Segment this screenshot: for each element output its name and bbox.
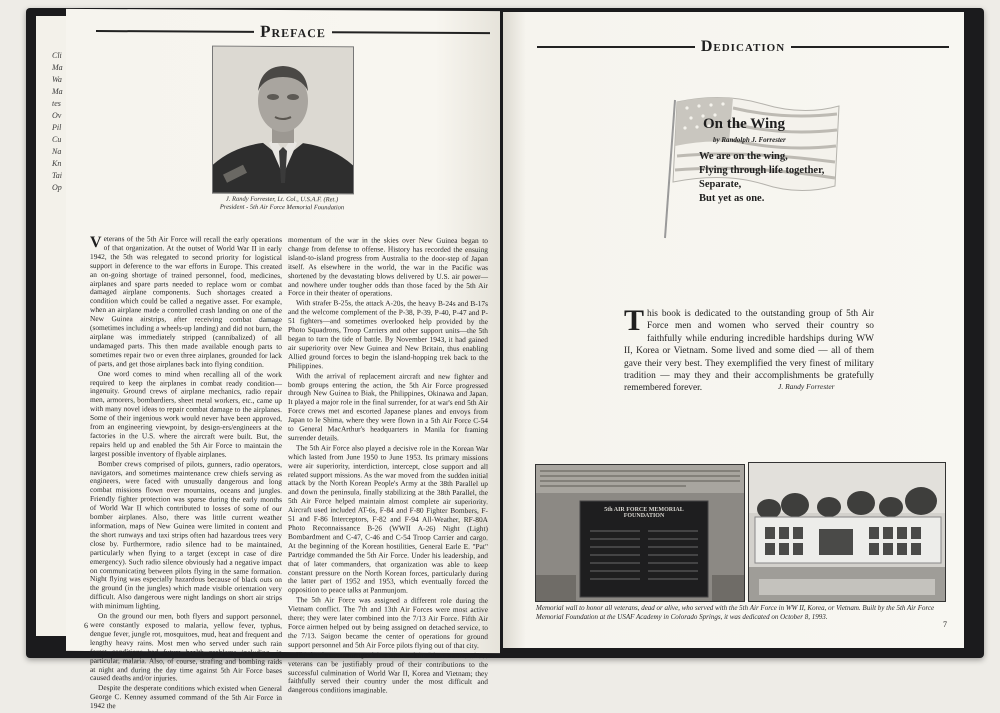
memorial-photo-caption: Memorial wall to honor all veterans, dead or alive, who served with the 5th Air Force in WW II, Korea, or Vietnam. Built by the 5th Air Force Memorial Foundation at the USAF Academy in Colorado Springs, it was dedicated on October 8, 1993.	[536, 604, 935, 621]
preface-paragraph: This book covers many of the actions of the 5th Air Force whose veterans can be justifiably proud of their contributions to the successful culmination of World War II, Korea and Vietnam; they faithfully served their country under the most difficult and dangerous conditions imaginable.	[288, 649, 488, 695]
preface-paragraph	[90, 235, 282, 370]
underlying-text-fragment: Ma	[52, 63, 63, 72]
underlying-text-fragment: Pil	[52, 123, 62, 132]
underlying-text-fragment: tes	[52, 99, 61, 108]
heading-rule-right	[791, 46, 949, 48]
heading-rule-right	[332, 31, 490, 34]
underlying-text-fragment: Cu	[52, 135, 62, 144]
dedication-signature: J. Randy Forrester	[778, 382, 835, 391]
underlying-text-fragment: Tai	[52, 171, 62, 180]
dedication-heading-row	[537, 38, 949, 56]
underlying-text-fragment: Wa	[52, 75, 62, 84]
preface-paragraph: One word comes to mind when recalling all of the work required to keep the airplanes in combat ready condition—ingenuity. Ground crews of airplane mechanics, radio repair men, armorers, bombardiers, sheet metal workers, etc., came up with many novel ideas to repair combat damage to the airplanes. Some of their ingenious work would never have been approved, from an engineering viewpoint, by design-ers/engineers at the factories in the U.S. where the aircraft were built. But, the repairs held up and enabled the 5th Air Force to maintain the largest possible inventory of flyable airplanes.	[90, 368, 282, 459]
underlying-text-fragment: Cli	[52, 51, 62, 60]
underlying-text-fragment: Ov	[52, 111, 62, 120]
poem-author: by Randolph J. Forrester	[713, 136, 786, 144]
preface-column-2	[288, 235, 488, 695]
underlying-text-fragment: Na	[52, 147, 62, 156]
preface-paragraph: Despite the desperate conditions which existed when General George C. Kenney assumed command of the 5th Air Force in 1942 the	[90, 683, 282, 711]
preface-paragraph: momentum of the war in the skies over New Guinea began to change from defense to offense. History has recorded the ensuing island-to-island progress from Australia to the door-step of Japan itself. As elsewhere in the world, the war in the Pacific was shortened by the devastating blows delivered by U.S. air power—and nowhere under tougher odds than those faced by the 5th Air Force in their theater of operations.	[288, 235, 488, 299]
page-number-right: 7	[943, 620, 947, 629]
author-portrait	[212, 46, 354, 195]
heading-rule-left	[96, 30, 254, 33]
poem-line: Separate,	[699, 179, 742, 190]
dedication-page	[503, 12, 964, 648]
heading-rule-left	[537, 46, 695, 48]
preface-page	[66, 9, 500, 711]
underlying-text-fragment: Kn	[52, 159, 62, 168]
portrait-caption	[186, 195, 378, 212]
underlying-text-fragment: Op	[52, 183, 62, 192]
preface-column-1	[90, 233, 283, 711]
caption-line-2: President - 5th Air Force Memorial Foundation	[219, 203, 345, 212]
poem-line: But yet as one.	[699, 193, 765, 204]
page-number-left: 6	[84, 620, 88, 630]
poem-line: Flying through life together,	[699, 165, 825, 176]
preface-paragraph: The 5th Air Force also played a decisive role in the Korean War which lasted from June 1950 to June 1953. Its primary missions were air superiority, interdiction, intercept, close support and all related support missions. As the war moved from the sudden initial attack by the North Korean People's Army at the 38th Parallel up and down the peninsula, finally stabilizing at the 38th Parallel, the 5th Air Force helped maintain almost complete air superiority. Aircraft used included AT-6s, F-84 and F-80 Fighter Bombers, F-51 and F-86 Interceptors, F-82 and F-94 All-Weather, RF-80A Photo Reconnaissance B-26 (WWII A-26) Night (Light) Bombardment and C-47, C-46 and C-54 Troop Carrier and cargo. At the beginning of the Korean hostilities, General Earle E. "Pat" Partridge commanded the 5th Air Force. Under his leadership, and that of later commanders, that organization was able to keep constant pressure on the North Korean forces, particularly during the latter part of 1952 and 1953, which eventually forced the opposition to peace talks at Panmunjom.	[288, 442, 488, 595]
preface-paragraph: Bomber crews comprised of pilots, gunners, radio operators, navigators, and sometimes maintenance crew chiefs serving as engineers, were faced with unusually dangerous and long combat missions flown over mountains, oceans and jungles. Friendly fighter protection was sparse during the early months of World War II which contributed to losses of some of our bomber airplanes. Also, there was little current weather information, maps of New Guinea were limited in content and the short runways and taxi strips often had hazardous trees very close by. Furthermore, radio silence had to be maintained, particularly when flying to a target (except in case of dire emergency). Such radio silence obviously had a negative impact on communicating between pilots flying in the same formation. Night flying was especially hazardous because of black outs on the ground (in the jungles) which made visible orientation very difficult. Also dangerous were night landings on short air strips with minimum lighting.	[90, 458, 282, 611]
underlying-text-fragment: Ma	[52, 87, 63, 96]
dedication-dropcap: T	[624, 304, 645, 337]
caption-line-1: J. Randy Forrester, Lt. Col., U.S.A.F. (Ret.)	[225, 195, 339, 204]
preface-paragraph: The 5th Air Force was assigned a different role during the Vietnam conflict. The 7th and 13th Air Forces were most active there; they were later combined into the 7/13 Air Force. Fifth Air Force airmen helped out by being assigned on detached service, to the 7/13. Saigon became the center of operations for ground support personnel and 5th Air Force pilots flying out of that city.	[288, 595, 488, 650]
poem-title: On the Wing	[703, 116, 785, 132]
dedication-body: his book is dedicated to the outstanding group of 5th Air Force men and women who served their country so faithfully while enduring incredible hardships during WW II, Korea or Vietnam. Some lived and some died — all of them gave their very best. They exemplified the very finest of military tradition — may they and their accomplishments be gratefully remembered forever.	[624, 309, 874, 394]
preface-heading-row	[96, 21, 490, 43]
dedication-heading: Dedication	[700, 38, 786, 55]
memorial-wall-photo	[748, 462, 946, 602]
poem-lines	[699, 150, 824, 206]
preface-heading: Preface	[260, 21, 326, 42]
poem-line: We are on the wing,	[699, 151, 788, 162]
plaque-title: 5th AIR FORCE MEMORIAL FOUNDATION	[604, 507, 684, 519]
memorial-plaque-photo	[535, 464, 745, 602]
preface-paragraph: With strafer B-25s, the attack A-20s, the heavy B-24s and B-17s and the welcome complement of the P-38, P-39, P-40, P-47 and P-51 fighters—and sometimes overlooked help provided by the Photo Squadrons, Troop Carriers and other support units—the 5th began to turn the tide of battle. By November 1943, it had gained air superiority over New Guinea and New Britain, thus enabling Allied ground forces to begin the island-hopping trek back to the Philippines.	[288, 298, 488, 370]
paragraph-text: eterans of the 5th Air Force will recall the early operations of that organization. At the outset of World War II in early 1942, the 5th was relegated to second priority for logistical support in deference to the war efforts in Europe. This created an on-going shortage of trained personnel, food, medicines, airplanes and spare parts needed to replace worn or combat damaged airplane components. Such shortages created a condition which could be called a negative asset. For example, when an airplane made a controlled crash landing on one of the New Guinea airstrips, after receiving combat damage (sometimes including a wheels-up landing) and did not burn, the airplane was immediately stripped (cannibalized) of all undamaged parts. This then made available enough parts to sometimes repair two or even three airplanes, grounded for lack of parts, and get those airplanes back into flying condition.	[90, 234, 282, 369]
preface-paragraph: With the arrival of replacement aircraft and new fighter and bomb groups entering the action, the 5th Air Force progressed through New Guinea to Biak, the Philippines, Okinawa and Japan. It played a major role in the final surrender, for at war's end 5th Air Force crews met and escorted Japanese planes and envoys from Japan to Ie Shima, where they were flown in a 5th Air Force C-54 to General MacArthur's headquarters in Manila for framing surrender details.	[288, 370, 488, 443]
preface-paragraph: On the ground our men, both flyers and support personnel, were constantly exposed to malaria, yellow fever, typhus, dengue fever, jungle rot, mosquitoes, mud, heat and frequent and lengthy heavy rains. Most men who served under such rain forest conditions had future health problems including, in particular, malaria. Also, of course, strafing and bombing raids at night and during the day time against 5th Air Force bases caused deaths and/or injuries.	[90, 611, 283, 683]
dedication-text	[624, 304, 874, 395]
dropcap: V	[90, 233, 102, 252]
